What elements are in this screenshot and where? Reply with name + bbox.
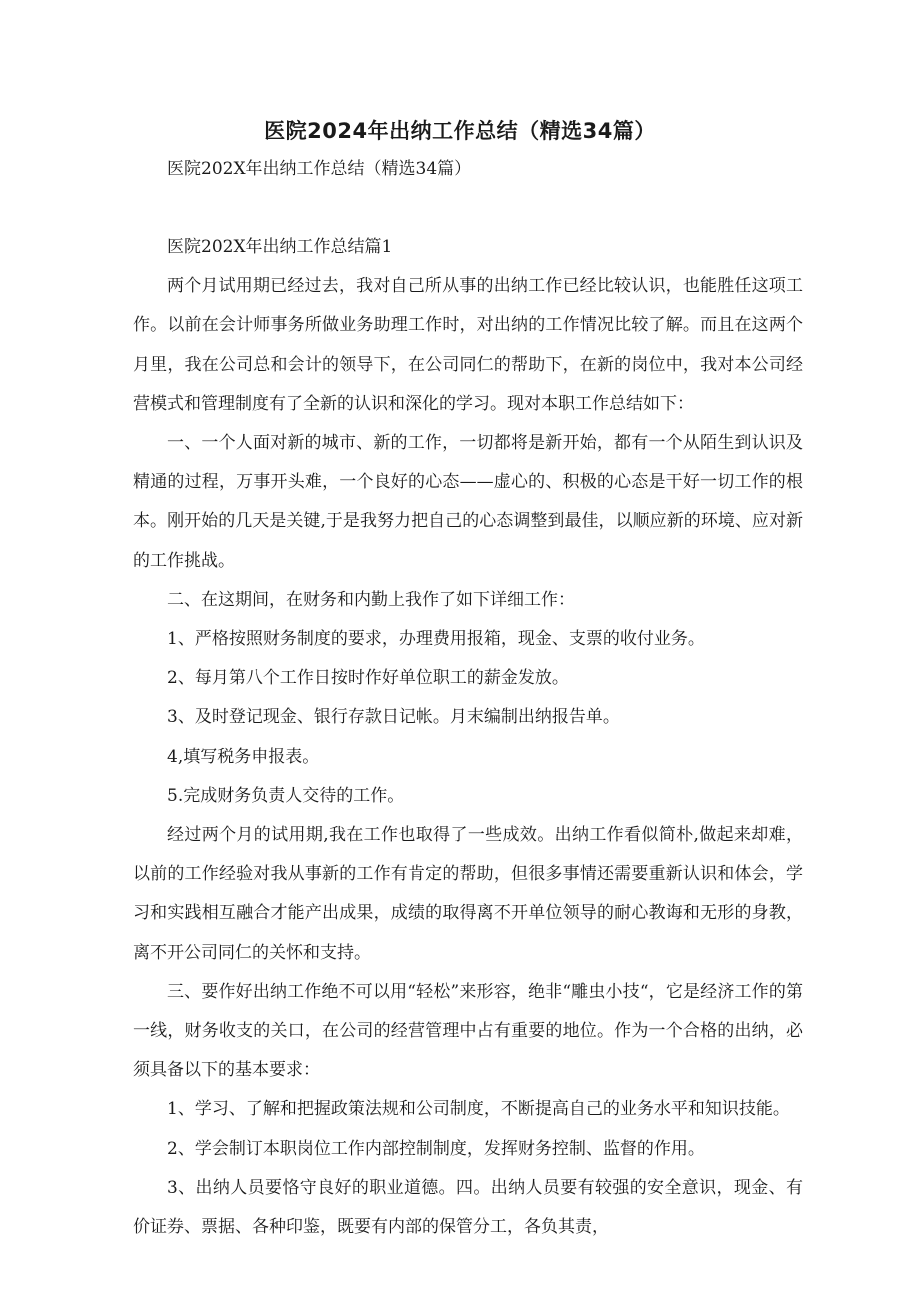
blank-line [133,189,803,228]
document-body [133,150,803,1247]
document-subtitle: 医院202X年出纳工作总结（精选34篇） [167,159,472,179]
paragraph: 二、在这期间，在财务和内勤上我作了如下详细工作： [167,589,575,610]
paragraph: 两个月试用期已经过去，我对自己所从事的出纳工作已经比较认识，也能胜任这项工作。以前在会计师事务所做业务助理工作时，对出纳的工作情况比较了解。而且在这两个月里，我在公司总和会计的领导下，在公司同仁的帮助下，在新的岗位中，我对本公司经营模式和管理制度有了全新的认识和深化的学习。现对本职工作总结如下： [133,276,803,414]
list-item: 3、及时登记现金、银行存款日记帐。月末编制出纳报告单。 [167,707,620,728]
paragraph: 经过两个月的试用期,我在工作也取得了一些成效。出纳工作看似简朴,做起来却难，以前的工作经验对我从事新的工作有肯定的帮助，但很多事情还需要重新认识和体会，学习和实践相互融合才能产出成果，成绩的取得离不开单位领导的耐心教诲和无形的身教，离不开公司同仁的关怀和支持。 [133,825,803,963]
list-item: 4,填写税务申报表。 [167,746,320,767]
list-item: 2、每月第八个工作日按时作好单位职工的薪金发放。 [167,668,569,689]
section-heading: 医院202X年出纳工作总结篇1 [167,237,393,257]
list-item: 5.完成财务负责人交待的工作。 [167,785,405,806]
paragraph: 一、一个人面对新的城市、新的工作，一切都将是新开始，都有一个从陌生到认识及精通的过程，万事开头难，一个良好的心态——虚心的、积极的心态是干好一切工作的根本。刚开始的几天是关键,于是我努力把自己的心态调整到最佳，以顺应新的环境、应对新的工作挑战。 [133,433,803,571]
list-item: 1、学习、了解和把握政策法规和公司制度，不断提高自己的业务水平和知识技能。 [167,1099,790,1120]
list-item: 3、出纳人员要恪守良好的职业道德。四。出纳人员要有较强的安全意识，现金、有价证券、票据、各种印鉴，既要有内部的保管分工，各负其责， [133,1177,803,1238]
paragraph: 三、要作好出纳工作绝不可以用“轻松”来形容，绝非“雕虫小技“，它是经济工作的第一线，财务收支的关口，在公司的经营管理中占有重要的地位。作为一个合格的出纳，必须具备以下的基本要求： [133,981,803,1081]
list-item: 1、严格按照财务制度的要求，办理费用报箱，现金、支票的收付业务。 [167,629,705,650]
list-item: 2、学会制订本职岗位工作内部控制制度，发挥财务控制、监督的作用。 [167,1138,705,1159]
document-title: 医院2024年出纳工作总结（精选34篇） [264,119,656,143]
